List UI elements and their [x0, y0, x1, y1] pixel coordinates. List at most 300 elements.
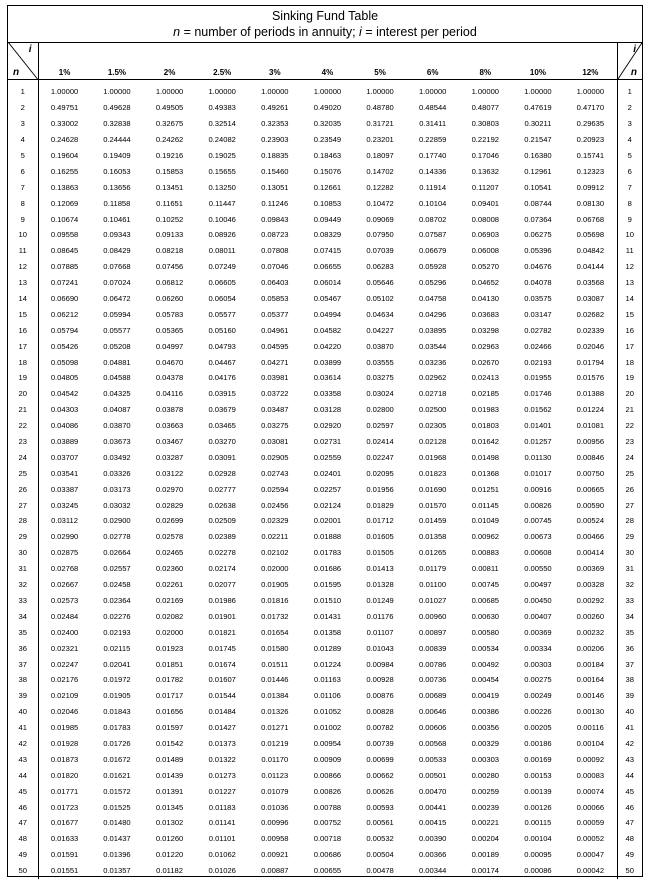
- factor-cell: 0.08744: [524, 198, 552, 208]
- factor-cell: 0.00561: [366, 818, 394, 828]
- factor-cell: 0.03487: [261, 405, 289, 415]
- factor-cell: 0.08011: [208, 246, 236, 256]
- factor-cell: 0.00074: [576, 786, 605, 796]
- factor-cell: 0.32514: [208, 119, 236, 129]
- factor-cell: 0.01123: [261, 770, 289, 780]
- factor-cell: 0.04793: [208, 341, 236, 351]
- factor-cell: 0.16255: [50, 166, 79, 176]
- factor-cell: 0.03707: [50, 452, 79, 462]
- factor-cell: 0.00164: [576, 675, 605, 685]
- factor-cell: 0.00239: [471, 802, 500, 812]
- factor-cell: 0.06283: [366, 262, 394, 272]
- period-label-left: 34: [8, 608, 38, 624]
- table-title: Sinking Fund Table: [271, 9, 379, 23]
- factor-cell: 0.10674: [50, 214, 79, 224]
- period-label-left: 29: [8, 529, 38, 545]
- table-row: [8, 132, 642, 148]
- factor-cell: 0.04758: [418, 294, 447, 304]
- factor-cell: 0.01391: [155, 786, 184, 796]
- factor-cell: 0.01043: [366, 643, 394, 653]
- factor-cell: 0.49628: [103, 103, 131, 113]
- factor-cell: 0.02731: [313, 437, 342, 447]
- factor-cell: 0.05098: [50, 357, 79, 367]
- factor-cell: 0.02082: [155, 611, 184, 621]
- factor-cell: 0.00699: [366, 754, 394, 764]
- period-label-left: 41: [8, 720, 38, 736]
- period-label-left: 15: [8, 306, 38, 322]
- factor-cell: 0.00275: [524, 675, 552, 685]
- factor-cell: 0.07024: [103, 278, 131, 288]
- factor-cell: 0.01782: [155, 675, 184, 685]
- factor-cell: 0.04227: [366, 325, 394, 335]
- factor-cell: 0.00501: [418, 770, 447, 780]
- factor-cell: 1.00000: [103, 87, 131, 97]
- factor-cell: 0.01052: [313, 707, 342, 717]
- diagonal-divider-right: [618, 42, 643, 79]
- factor-cell: 0.01605: [366, 532, 394, 542]
- factor-cell: 0.00356: [471, 723, 500, 733]
- factor-cell: 1.00000: [50, 87, 79, 97]
- rate-header-9: 8%: [459, 42, 512, 80]
- factor-cell: 0.02928: [208, 468, 236, 478]
- factor-cell: 0.02962: [418, 373, 447, 383]
- factor-cell: 0.32035: [313, 119, 342, 129]
- factor-cell: 0.09843: [261, 214, 289, 224]
- factor-cell: 0.01002: [313, 723, 342, 733]
- factor-cell: 0.07456: [155, 262, 184, 272]
- factor-cell: 0.00568: [418, 738, 447, 748]
- subtitle-i-description: = interest per period: [361, 25, 477, 39]
- period-label-left: 37: [8, 656, 38, 672]
- factor-cell: 0.04144: [576, 262, 605, 272]
- factor-cell: 0.04271: [261, 357, 289, 367]
- factor-cell: 0.00066: [576, 802, 605, 812]
- factor-cell: 0.02400: [50, 627, 79, 637]
- factor-cell: 0.02000: [261, 564, 289, 574]
- period-label-right: 31: [617, 561, 642, 577]
- period-label-right: 23: [617, 434, 642, 450]
- factor-cell: 0.06054: [208, 294, 236, 304]
- period-label-left: 49: [8, 847, 38, 863]
- factor-cell: 0.01224: [576, 405, 605, 415]
- period-label-right: 41: [617, 720, 642, 736]
- factor-cell: 0.00441: [418, 802, 447, 812]
- factor-cell: 0.04676: [524, 262, 552, 272]
- factor-cell: 0.00095: [524, 850, 552, 860]
- factor-cell: 0.02128: [418, 437, 447, 447]
- rate-header-11: 12%: [564, 42, 617, 80]
- factor-cell: 0.03087: [576, 294, 605, 304]
- factor-cell: 0.06014: [313, 278, 342, 288]
- factor-cell: 0.03870: [103, 421, 131, 431]
- period-label-right: 13: [617, 275, 642, 291]
- factor-cell: 0.31721: [366, 119, 394, 129]
- table-row: [8, 243, 642, 259]
- table-row: [8, 561, 642, 577]
- period-label-left: 36: [8, 640, 38, 656]
- factor-cell: 0.01413: [366, 564, 394, 574]
- factor-cell: 0.10046: [208, 214, 236, 224]
- factor-cell: 0.01427: [208, 723, 236, 733]
- factor-cell: 0.03568: [576, 278, 605, 288]
- factor-cell: 0.02211: [261, 532, 289, 542]
- factor-cell: 0.09069: [366, 214, 394, 224]
- period-label-right: 25: [617, 465, 642, 481]
- table-row: [8, 529, 642, 545]
- factor-cell: 0.02559: [313, 452, 342, 462]
- factor-cell: 0.00042: [576, 866, 605, 876]
- table-row: [8, 211, 642, 227]
- factor-cell: 0.02465: [155, 548, 184, 558]
- factor-cell: 0.04542: [50, 389, 79, 399]
- factor-cell: 0.04582: [313, 325, 342, 335]
- factor-cell: 0.02413: [471, 373, 500, 383]
- factor-cell: 0.01851: [155, 659, 184, 669]
- factor-cell: 0.47170: [576, 103, 605, 113]
- factor-cell: 0.01358: [418, 532, 447, 542]
- factor-cell: 0.00909: [313, 754, 342, 764]
- factor-cell: 0.00960: [418, 611, 447, 621]
- factor-cell: 0.02970: [155, 484, 184, 494]
- factor-cell: 0.11914: [419, 182, 447, 192]
- factor-cell: 0.03541: [50, 468, 79, 478]
- period-label-left: 25: [8, 465, 38, 481]
- factor-cell: 0.05296: [418, 278, 447, 288]
- factor-cell: 0.32838: [103, 119, 131, 129]
- factor-cell: 0.02768: [50, 564, 79, 574]
- factor-cell: 0.19025: [208, 151, 236, 160]
- factor-cell: 0.00497: [524, 580, 552, 590]
- factor-cell: 1.00000: [524, 87, 552, 97]
- factor-cell: 0.01510: [313, 595, 342, 605]
- factor-cell: 0.01251: [471, 484, 500, 494]
- factor-cell: 0.03032: [103, 500, 131, 510]
- factor-cell: 0.01373: [208, 738, 236, 748]
- factor-cell: 0.01130: [524, 452, 552, 462]
- factor-cell: 0.21547: [524, 135, 552, 145]
- factor-cell: 0.07808: [261, 246, 289, 256]
- factor-cell: 0.01595: [313, 580, 342, 590]
- factor-cell: 0.00524: [576, 516, 605, 526]
- factor-cell: 0.09133: [155, 230, 184, 240]
- factor-cell: 0.06812: [155, 278, 184, 288]
- factor-cell: 0.01227: [208, 786, 236, 796]
- period-label-left: 31: [8, 561, 38, 577]
- factor-cell: 0.12069: [50, 198, 79, 208]
- factor-cell: 0.00169: [524, 754, 552, 764]
- factor-cell: 0.00206: [576, 643, 605, 653]
- factor-cell: 0.01570: [418, 500, 447, 510]
- table-row: [8, 640, 642, 656]
- factor-cell: 0.01176: [366, 611, 394, 621]
- factor-cell: 0.49020: [313, 103, 342, 113]
- factor-cell: 0.08218: [155, 246, 184, 256]
- factor-cell: 0.02578: [155, 532, 184, 542]
- table-row: [8, 847, 642, 863]
- factor-cell: 0.01302: [155, 818, 184, 828]
- factor-cell: 0.02900: [103, 516, 131, 526]
- rate-header-row: [8, 42, 642, 80]
- factor-cell: 0.01182: [156, 866, 183, 876]
- factor-cell: 0.00887: [261, 866, 289, 876]
- factor-cell: 0.00916: [524, 484, 552, 494]
- period-label-right: 32: [617, 577, 642, 593]
- period-label-right: 22: [617, 418, 642, 434]
- period-label-right: 8: [617, 195, 642, 211]
- factor-cell: 0.00189: [471, 850, 500, 860]
- factor-cell: 0.03147: [524, 309, 552, 319]
- factor-cell: 0.04176: [208, 373, 236, 383]
- factor-cell: 0.02193: [103, 627, 131, 637]
- period-label-right: 3: [617, 116, 642, 132]
- factor-cell: 0.05467: [313, 294, 342, 304]
- factor-cell: 0.03467: [155, 437, 184, 447]
- factor-cell: 0.05377: [261, 309, 289, 319]
- factor-cell: 0.01956: [366, 484, 394, 494]
- factor-cell: 0.02360: [155, 564, 184, 574]
- factor-cell: 1.00000: [261, 87, 289, 97]
- factor-cell: 0.03895: [418, 325, 447, 335]
- factor-cell: 0.23201: [366, 135, 394, 145]
- factor-cell: 0.24082: [208, 135, 236, 145]
- factor-cell: 1.00000: [155, 87, 184, 97]
- table-row: [8, 418, 642, 434]
- factor-cell: 0.02364: [103, 595, 131, 605]
- factor-cell: 0.17740: [418, 151, 447, 160]
- factor-cell: 0.49751: [50, 103, 79, 113]
- factor-cell: 0.08008: [471, 214, 500, 224]
- factor-cell: 0.04997: [155, 341, 184, 351]
- factor-cell: 0.01972: [103, 675, 131, 685]
- factor-cell: 0.01484: [208, 707, 236, 717]
- factor-cell: 0.01273: [208, 770, 236, 780]
- factor-cell: 0.24262: [155, 135, 184, 145]
- factor-cell: 0.00226: [524, 707, 552, 717]
- factor-cell: 0.03663: [155, 421, 184, 431]
- factor-cell: 0.02321: [50, 643, 79, 653]
- factor-cell: 0.01985: [50, 723, 79, 733]
- factor-cell: 0.01732: [261, 611, 289, 621]
- factor-cell: 0.01794: [576, 357, 605, 367]
- factor-cell: 0.01712: [366, 516, 394, 526]
- factor-cell: 0.00328: [576, 580, 605, 590]
- factor-cell: 0.02115: [103, 643, 131, 653]
- factor-cell: 0.02905: [261, 452, 289, 462]
- table-row: [8, 481, 642, 497]
- factor-cell: 0.01219: [261, 738, 289, 748]
- factor-cell: 0.04078: [524, 278, 552, 288]
- factor-cell: 0.00153: [524, 770, 552, 780]
- corner-header-right: [617, 42, 642, 80]
- factor-cell: 0.01106: [313, 691, 341, 701]
- factor-cell: 0.15853: [155, 166, 184, 176]
- factor-cell: 0.02247: [366, 452, 394, 462]
- table-body: [8, 80, 642, 879]
- factor-cell: 0.04296: [418, 309, 447, 319]
- factor-cell: 0.00204: [471, 834, 500, 844]
- factor-cell: 0.01081: [576, 421, 605, 431]
- factor-cell: 0.01431: [313, 611, 342, 621]
- period-label-left: 13: [8, 275, 38, 291]
- factor-cell: 0.04116: [156, 389, 183, 399]
- factor-cell: 0.01271: [261, 723, 289, 733]
- factor-cell: 0.01968: [418, 452, 447, 462]
- factor-cell: 0.01049: [471, 516, 500, 526]
- factor-cell: 0.03298: [471, 325, 500, 335]
- factor-cell: 0.05365: [155, 325, 184, 335]
- table-row: [8, 354, 642, 370]
- period-label-left: 26: [8, 481, 38, 497]
- period-label-right: 17: [617, 338, 642, 354]
- factor-cell: 0.03287: [155, 452, 184, 462]
- factor-cell: 0.03024: [366, 389, 394, 399]
- factor-cell: 0.00828: [366, 707, 394, 717]
- table-row: [8, 497, 642, 513]
- period-label-left: 17: [8, 338, 38, 354]
- factor-cell: 0.00590: [576, 500, 605, 510]
- period-label-left: 1: [8, 80, 38, 100]
- factor-cell: 0.00303: [471, 754, 500, 764]
- factor-cell: 0.19216: [155, 151, 184, 160]
- factor-cell: 0.01597: [155, 723, 184, 733]
- factor-cell: 0.01220: [155, 850, 184, 860]
- period-label-right: 12: [617, 259, 642, 275]
- factor-cell: 0.07364: [524, 214, 552, 224]
- factor-cell: 0.01017: [524, 468, 552, 478]
- table-row: [8, 148, 642, 164]
- factor-cell: 0.01726: [103, 738, 131, 748]
- rate-header-4: 2.5%: [196, 42, 249, 80]
- period-label-right: 5: [617, 148, 642, 164]
- period-label-left: 50: [8, 863, 38, 879]
- factor-cell: 0.00839: [418, 643, 447, 653]
- factor-cell: 0.08329: [313, 230, 342, 240]
- factor-cell: 0.16053: [103, 166, 131, 176]
- factor-cell: 0.00221: [471, 818, 500, 828]
- factor-cell: 0.03236: [418, 357, 447, 367]
- factor-cell: 0.04670: [155, 357, 184, 367]
- factor-cell: 0.01901: [208, 611, 236, 621]
- factor-cell: 0.18463: [313, 151, 342, 160]
- factor-cell: 0.01816: [261, 595, 289, 605]
- table-row: [8, 163, 642, 179]
- factor-cell: 0.01677: [50, 818, 79, 828]
- factor-cell: 0.07587: [418, 230, 447, 240]
- factor-cell: 0.03387: [50, 484, 79, 494]
- factor-cell: 0.17046: [471, 151, 500, 160]
- factor-cell: 0.00116: [576, 723, 604, 733]
- factor-cell: 0.04842: [576, 246, 605, 256]
- factor-cell: 0.04881: [103, 357, 131, 367]
- period-label-right: 6: [617, 163, 642, 179]
- factor-cell: 0.02718: [418, 389, 447, 399]
- period-label-right: 20: [617, 386, 642, 402]
- factor-cell: 0.03326: [103, 468, 131, 478]
- factor-cell: 0.05577: [208, 309, 236, 319]
- factor-cell: 0.00752: [313, 818, 342, 828]
- factor-cell: 0.02466: [524, 341, 552, 351]
- factor-cell: 0.00788: [313, 802, 342, 812]
- factor-cell: 0.24628: [50, 135, 79, 145]
- factor-cell: 0.30803: [471, 119, 500, 129]
- factor-cell: 0.13656: [103, 182, 131, 192]
- period-label-left: 28: [8, 513, 38, 529]
- factor-cell: 0.06903: [471, 230, 500, 240]
- period-label-right: 49: [617, 847, 642, 863]
- factor-cell: 0.02185: [471, 389, 500, 399]
- factor-cell: 0.03899: [313, 357, 342, 367]
- table-row: [8, 863, 642, 879]
- factor-cell: 0.20923: [576, 135, 605, 145]
- table-row: [8, 624, 642, 640]
- factor-cell: 0.00532: [366, 834, 394, 844]
- factor-cell: 0.00186: [524, 738, 552, 748]
- factor-cell: 0.12961: [524, 166, 552, 176]
- factor-cell: 0.01542: [155, 738, 184, 748]
- factor-cell: 0.03492: [103, 452, 131, 462]
- factor-cell: 0.32353: [261, 119, 289, 129]
- period-label-left: 27: [8, 497, 38, 513]
- factor-cell: 0.01745: [208, 643, 236, 653]
- factor-cell: 0.01179: [419, 564, 447, 574]
- factor-cell: 0.00928: [366, 675, 394, 685]
- factor-cell: 0.00689: [418, 691, 447, 701]
- factor-cell: 0.01562: [524, 405, 552, 415]
- factor-cell: 0.04595: [261, 341, 289, 351]
- factor-cell: 0.18835: [261, 151, 289, 160]
- table-row: [8, 386, 642, 402]
- factor-cell: 0.03673: [103, 437, 131, 447]
- period-label-right: 42: [617, 736, 642, 752]
- factor-cell: 0.08723: [261, 230, 289, 240]
- period-label-left: 5: [8, 148, 38, 164]
- factor-cell: 0.05577: [103, 325, 131, 335]
- factor-cell: 0.00390: [418, 834, 447, 844]
- period-label-left: 9: [8, 211, 38, 227]
- factor-cell: 0.09558: [50, 230, 79, 240]
- period-label-right: 27: [617, 497, 642, 513]
- period-label-left: 4: [8, 132, 38, 148]
- factor-cell: 0.01027: [418, 595, 447, 605]
- factor-cell: 0.02682: [576, 309, 605, 319]
- factor-cell: 1.00000: [471, 87, 500, 97]
- factor-cell: 0.01505: [366, 548, 394, 558]
- factor-cell: 0.00115: [524, 818, 552, 828]
- factor-cell: 0.03358: [313, 389, 342, 399]
- period-label-right: 34: [617, 608, 642, 624]
- factor-cell: 0.00184: [576, 659, 605, 669]
- factor-cell: 0.00685: [471, 595, 500, 605]
- period-label-right: 7: [617, 179, 642, 195]
- factor-cell: 0.15655: [208, 166, 236, 176]
- period-label-left: 43: [8, 751, 38, 767]
- rate-header-7: 5%: [354, 42, 407, 80]
- factor-cell: 0.15741: [576, 151, 605, 160]
- factor-cell: 0.00104: [524, 834, 552, 844]
- table-row: [8, 275, 642, 291]
- factor-cell: 0.01829: [366, 500, 394, 510]
- factor-cell: 0.02276: [103, 611, 131, 621]
- factor-cell: 0.00086: [524, 866, 552, 876]
- factor-cell: 0.05160: [208, 325, 236, 335]
- factor-cell: 0.05794: [50, 325, 79, 335]
- factor-cell: 0.01607: [208, 675, 236, 685]
- period-label-left: 22: [8, 418, 38, 434]
- factor-cell: 0.05994: [103, 309, 131, 319]
- factor-cell: 0.00826: [313, 786, 342, 796]
- factor-cell: 0.02875: [50, 548, 79, 558]
- factor-cell: 0.02777: [208, 484, 236, 494]
